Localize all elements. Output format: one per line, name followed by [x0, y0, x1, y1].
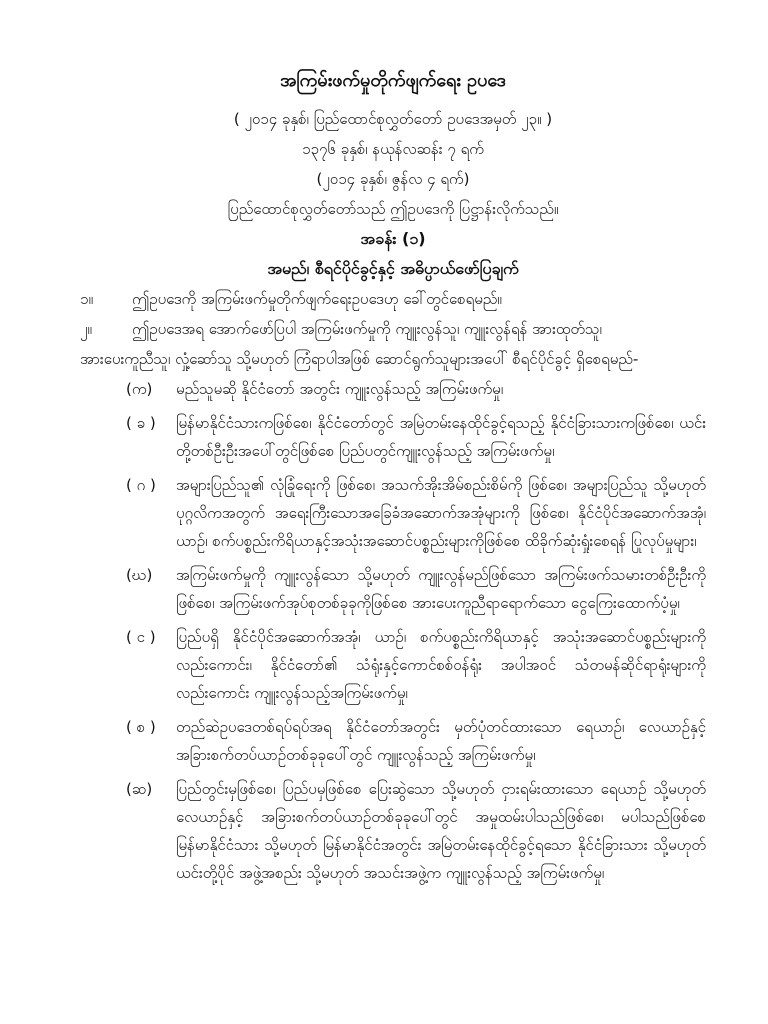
section-2-items [80, 375, 706, 887]
item-text: မည်သူမဆို နိုင်ငံတော် အတွင်း ကျူးလွန်သည့် အကြမ်းဖက်မှု၊ [176, 380, 504, 398]
list-item [80, 713, 706, 769]
item-text: မြန်မာနိုင်ငံသားကဖြစ်စေ၊ နိုင်ငံတော်တွင် အမြဲတမ်းနေထိုင်ခွင့်ရသည့် နိုင်ငံခြားသားကဖြစ်စေ၊ ယင်းတို့တစ်ဦးဦးအပေါ်တွင်ဖြစ်စေ ပြည်ပတွင်ကျူးလွန်သည့် အကြမ်းဖက်မှု၊ [176, 414, 706, 460]
chapter-title: အမည်၊ စီရင်ပိုင်ခွင့်နှင့် အဓိပ္ပာယ်ဖော်ပြချက် [267, 259, 519, 278]
section-1-number: ၁။ [80, 290, 93, 308]
gregorian-date: (၂၀၁၄ ခုနှစ်၊ ဇွန်လ ၄ ရက်) [316, 170, 470, 188]
item-label: ( င ) [126, 628, 156, 646]
item-label: ( စ ) [126, 718, 156, 736]
item-label: (က) [126, 380, 153, 398]
item-text: အကြမ်းဖက်မှုကို ကျူးလွန်သော သို့မဟုတ် ကျူးလွန်မည်ဖြစ်သော အကြမ်းဖက်သမားတစ်ဦးဦးကိုဖြစ်စေ၊ အကြမ်းဖက်အုပ်စုတစ်ခုခုကိုဖြစ်စေ အားပေးကူညီရာရောက်သော ငွေကြေးထောက်ပံ့မှု၊ [176, 566, 706, 612]
law-title: အကြမ်းဖက်မှုတိုက်ဖျက်ရေး ဥပဒေ [280, 70, 506, 91]
section-2-number: ၂။ [80, 320, 92, 338]
list-item [80, 471, 706, 555]
item-label: ( ဂ ) [126, 476, 156, 494]
list-item [80, 375, 706, 403]
item-text: အများပြည်သူ၏ လုံခြုံရေးကို ဖြစ်စေ၊ အသက်အိုးအိမ်စည်းစိမ်ကို ဖြစ်စေ၊ အများပြည်သူ သို့မဟုတ် ပုဂ္ဂလိကအတွက် အရေးကြီးသောအခြေခံအဆောက်အအုံများကို ဖြစ်စေ၊ နိုင်ငံပိုင်အဆောက်အအုံ၊ ယာဉ်၊ စက်ပစ္စည်းကိရိယာနှင့်အသုံးအဆောင်ပစ္စည်းများကိုဖြစ်စေ ထိခိုက်ဆုံးရှုံးစေရန် ပြုလုပ်မှုများ၊ [176, 476, 706, 550]
list-item [80, 409, 706, 465]
section-1 [80, 285, 706, 313]
item-label: (ဃ) [126, 566, 153, 584]
item-label: (ဆ) [126, 780, 153, 798]
myanmar-date: ၁၃၇၆ ခုနှစ်၊ နယုန်လဆန်း ၇ ရက် [302, 140, 484, 158]
item-text: တည်ဆဲဥပဒေတစ်ရပ်ရပ်အရ နိုင်ငံတော်အတွင်း မှတ်ပုံတင်ထားသော ရေယာဉ်၊ လေယာဉ်နှင့် အခြားစက်တပ်ယာဉ်တစ်ခုခုပေါ်တွင် ကျူးလွန်သည့် အကြမ်းဖက်မှု၊ [176, 718, 706, 764]
section-2 [80, 315, 706, 343]
section-1-text: ဤဥပဒေကို အကြမ်းဖက်မှုတိုက်ဖျက်ရေးဥပဒေဟု ခေါ်တွင်စေရမည်။ [132, 290, 502, 308]
list-item [80, 623, 706, 707]
law-number: ( ၂၀၁၄ ခုနှစ်၊ ပြည်ထောင်စုလွှတ်တော် ဥပဒေအမှတ် ၂၃။ ) [233, 110, 553, 128]
item-text: ပြည်ပရှိ နိုင်ငံပိုင်အဆောက်အအုံ၊ ယာဉ်၊ စက်ပစ္စည်းကိရိယာနှင့် အသုံးအဆောင်ပစ္စည်းများကိုလည်းကောင်း၊ နိုင်ငံတော်၏ သံရုံးနှင့်ကောင်စစ်ဝန်ရုံး အပါအဝင် သံတမန်ဆိုင်ရာရုံးများကိုလည်းကောင်း ကျူးလွန်သည့်အကြမ်းဖက်မှု၊ [176, 628, 706, 702]
chapter-label: အခန်း (၁) [360, 229, 426, 248]
item-text: ပြည်တွင်းမှဖြစ်စေ၊ ပြည်ပမှဖြစ်စေ ပြေးဆွဲသော သို့မဟုတ် ငှားရမ်းထားသော ရေယာဉ် သို့မဟုတ် လေယာဉ်နှင့် အခြားစက်တပ်ယာဉ်တစ်ခုခုပေါ်တွင် အမှုထမ်းပါသည်ဖြစ်စေ၊ မပါသည်ဖြစ်စေ မြန်မာနိုင်ငံသား သို့မဟုတ် မြန်မာနိုင်ငံအတွင်း အမြဲတမ်းနေထိုင်ခွင့်ရသော နိုင်ငံခြားသား သို့မဟုတ် ယင်းတို့ပိုင် အဖွဲ့အစည်း သို့မဟုတ် အသင်းအဖွဲ့က ကျူးလွန်သည့် အကြမ်းဖက်မှု၊ [176, 780, 706, 882]
enactment-statement: ပြည်ထောင်စုလွှတ်တော်သည် ဤဥပဒေကို ပြဋ္ဌာန်းလိုက်သည်။ [227, 200, 559, 218]
section-2-text-rest: အားပေးကူညီသူ၊ လှုံ့ဆော်သူ သို့မဟုတ် ကြံရာပါအဖြစ် ဆောင်ရွက်သူများအပေါ် စီရင်ပိုင်ခွင့် ရှိစေရမည်- [80, 350, 639, 368]
list-item [80, 561, 706, 617]
item-label: ( ခ ) [126, 414, 156, 432]
list-item [80, 775, 706, 887]
section-2-text-first: ဤဥပဒေအရ အောက်ဖော်ပြပါ အကြမ်းဖက်မှုကို ကျူးလွန်သူ၊ ကျူးလွန်ရန် အားထုတ်သူ၊ [132, 320, 602, 338]
